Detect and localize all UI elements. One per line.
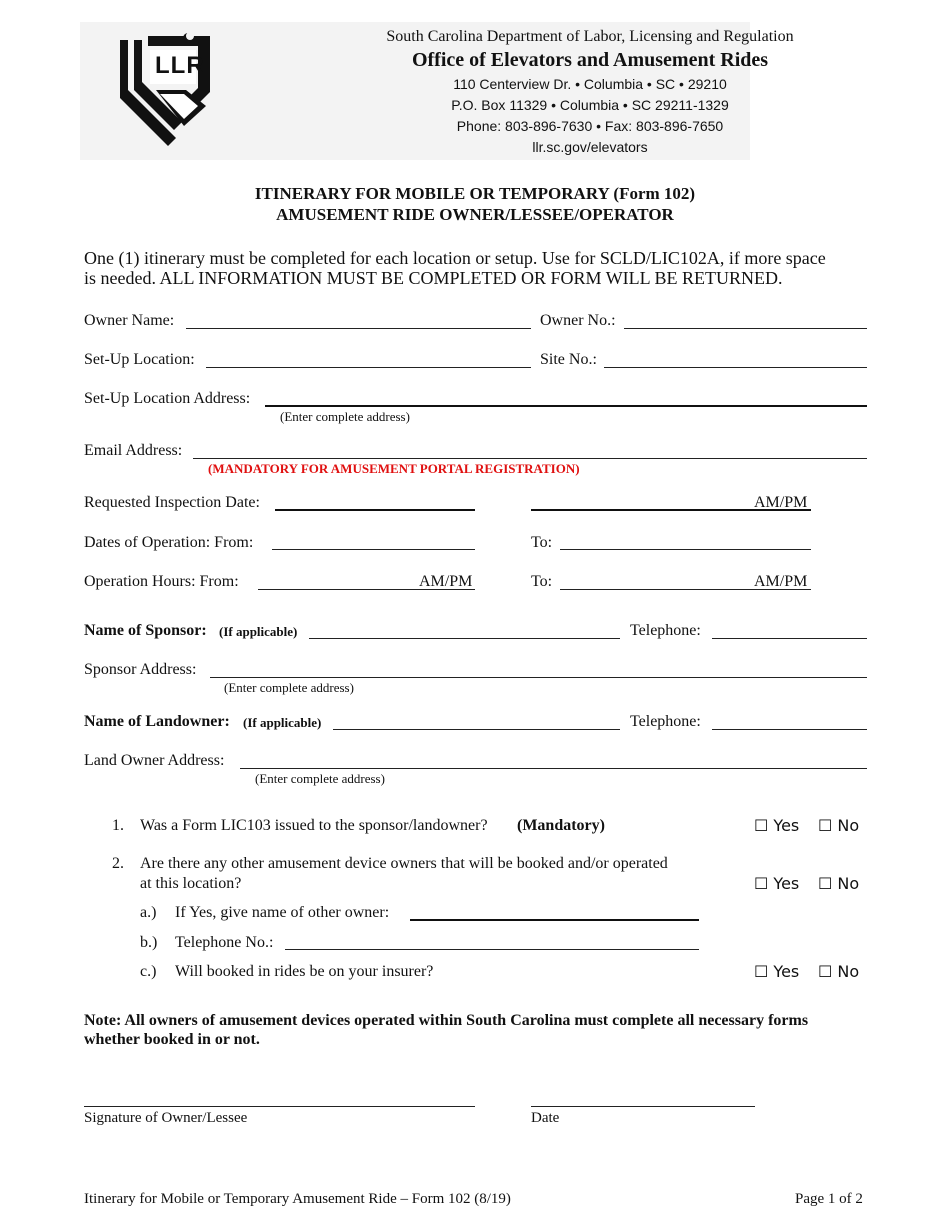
q1-text: Was a Form LIC103 issued to the sponsor/landowner? [140, 817, 488, 834]
footer-form-name: Itinerary for Mobile or Temporary Amusement Ride – Form 102 (8/19) [84, 1191, 511, 1207]
q1-number: 1. [112, 817, 124, 834]
email-field[interactable] [193, 458, 867, 459]
site-no-label: Site No.: [540, 351, 597, 368]
landowner-name-field[interactable] [333, 729, 620, 730]
agency-website: llr.sc.gov/elevators [532, 139, 648, 155]
q2b-text: Telephone No.: [175, 934, 274, 951]
agency-department: South Carolina Department of Labor, Licensing and Regulation [386, 28, 794, 45]
intro-line-2: is needed. ALL INFORMATION MUST BE COMPLETED OR FORM WILL BE RETURNED. [84, 268, 783, 288]
sponsor-address-field[interactable] [210, 677, 867, 678]
form-subtitle: AMUSEMENT RIDE OWNER/LESSEE/OPERATOR [276, 205, 674, 224]
date-label: Date [531, 1110, 560, 1126]
sponsor-address-hint: (Enter complete address) [224, 680, 354, 695]
landowner-address-hint: (Enter complete address) [255, 771, 385, 786]
landowner-address-field[interactable] [240, 768, 867, 769]
setup-address-label: Set-Up Location Address: [84, 390, 251, 407]
sponsor-if-applicable: (If applicable) [219, 624, 298, 639]
q2a-label: a.) [140, 904, 157, 921]
form-title: ITINERARY FOR MOBILE OR TEMPORARY (Form 102) [254, 184, 696, 203]
landowner-address-label: Land Owner Address: [84, 752, 225, 769]
q1-no-checkbox[interactable]: ☐ No [818, 816, 860, 835]
q2-no-checkbox[interactable]: ☐ No [818, 874, 860, 893]
dates-from-field[interactable] [272, 549, 475, 550]
note-line-2: whether booked in or not. [84, 1031, 260, 1048]
sponsor-telephone-field[interactable] [712, 638, 867, 639]
dates-to-label: To: [531, 534, 553, 551]
other-owner-telephone-field[interactable] [285, 949, 699, 950]
q2-yes-checkbox[interactable]: ☐ Yes [754, 874, 800, 893]
hours-to-label: To: [531, 573, 553, 590]
sponsor-telephone-label: Telephone: [630, 622, 701, 639]
q2c-yes-checkbox[interactable]: ☐ Yes [754, 962, 800, 981]
q2-text-line2: at this location? [140, 875, 242, 892]
note-line-1: Note: All owners of amusement devices operated within South Carolina must complete all necessary forms [84, 1012, 809, 1029]
agency-office: Office of Elevators and Amusement Rides [411, 49, 769, 71]
setup-address-hint: (Enter complete address) [280, 409, 410, 424]
inspection-date-field[interactable] [275, 509, 475, 511]
q2c-text: Will booked in rides be on your insurer? [175, 963, 434, 980]
q2c-no-checkbox[interactable]: ☐ No [818, 962, 860, 981]
dates-from-label: Dates of Operation: From: [84, 534, 254, 551]
date-field[interactable] [531, 1106, 755, 1107]
hours-from-label: Operation Hours: From: [84, 573, 239, 590]
site-no-field[interactable] [604, 367, 867, 368]
email-mandatory-note: (MANDATORY FOR AMUSEMENT PORTAL REGISTRATION) [208, 461, 580, 476]
note [84, 1011, 808, 1049]
inspection-ampm: AM/PM [754, 494, 808, 511]
q1-yes-checkbox[interactable]: ☐ Yes [754, 816, 800, 835]
setup-address-field[interactable] [265, 405, 867, 407]
inspection-date-label: Requested Inspection Date: [84, 494, 260, 511]
signature-field[interactable] [84, 1106, 475, 1107]
hours-from-ampm: AM/PM [419, 573, 473, 590]
signature-label: Signature of Owner/Lessee [84, 1110, 248, 1126]
footer-page-number: Page 1 of 2 [795, 1191, 863, 1207]
q2a-text: If Yes, give name of other owner: [175, 904, 390, 921]
sponsor-name-field[interactable] [309, 638, 620, 639]
email-label: Email Address: [84, 442, 183, 459]
q2b-label: b.) [140, 934, 158, 951]
agency-address2: P.O. Box 11329 • Columbia • SC 29211-1329 [451, 97, 729, 113]
logo-text: LLR [155, 52, 205, 79]
landowner-if-applicable: (If applicable) [243, 715, 322, 730]
q2-number: 2. [112, 855, 124, 872]
agency-phone: Phone: 803-896-7630 • Fax: 803-896-7650 [456, 118, 724, 134]
q2-text-line1: Are there any other amusement device owners that will be booked and/or operated [140, 855, 668, 872]
intro-text [84, 248, 826, 288]
hours-to-ampm: AM/PM [754, 573, 808, 590]
landowner-telephone-label: Telephone: [630, 713, 701, 730]
sponsor-name-label: Name of Sponsor: [84, 622, 207, 639]
owner-name-field[interactable] [186, 328, 531, 329]
setup-location-field[interactable] [206, 367, 531, 368]
intro-line-1: One (1) itinerary must be completed for each location or setup. Use for SCLD/LIC102A, if more space [84, 248, 826, 268]
q2c-label: c.) [140, 963, 157, 980]
other-owner-name-field[interactable] [410, 919, 699, 921]
sponsor-address-label: Sponsor Address: [84, 661, 197, 678]
setup-location-label: Set-Up Location: [84, 351, 195, 368]
dates-to-field[interactable] [560, 549, 811, 550]
owner-name-label: Owner Name: [84, 312, 175, 329]
landowner-name-label: Name of Landowner: [84, 713, 230, 730]
agency-address1: 110 Centerview Dr. • Columbia • SC • 29210 [453, 76, 727, 92]
q1-mandatory: (Mandatory) [517, 817, 605, 834]
owner-no-field[interactable] [624, 328, 867, 329]
owner-no-label: Owner No.: [540, 312, 616, 329]
landowner-telephone-field[interactable] [712, 729, 867, 730]
